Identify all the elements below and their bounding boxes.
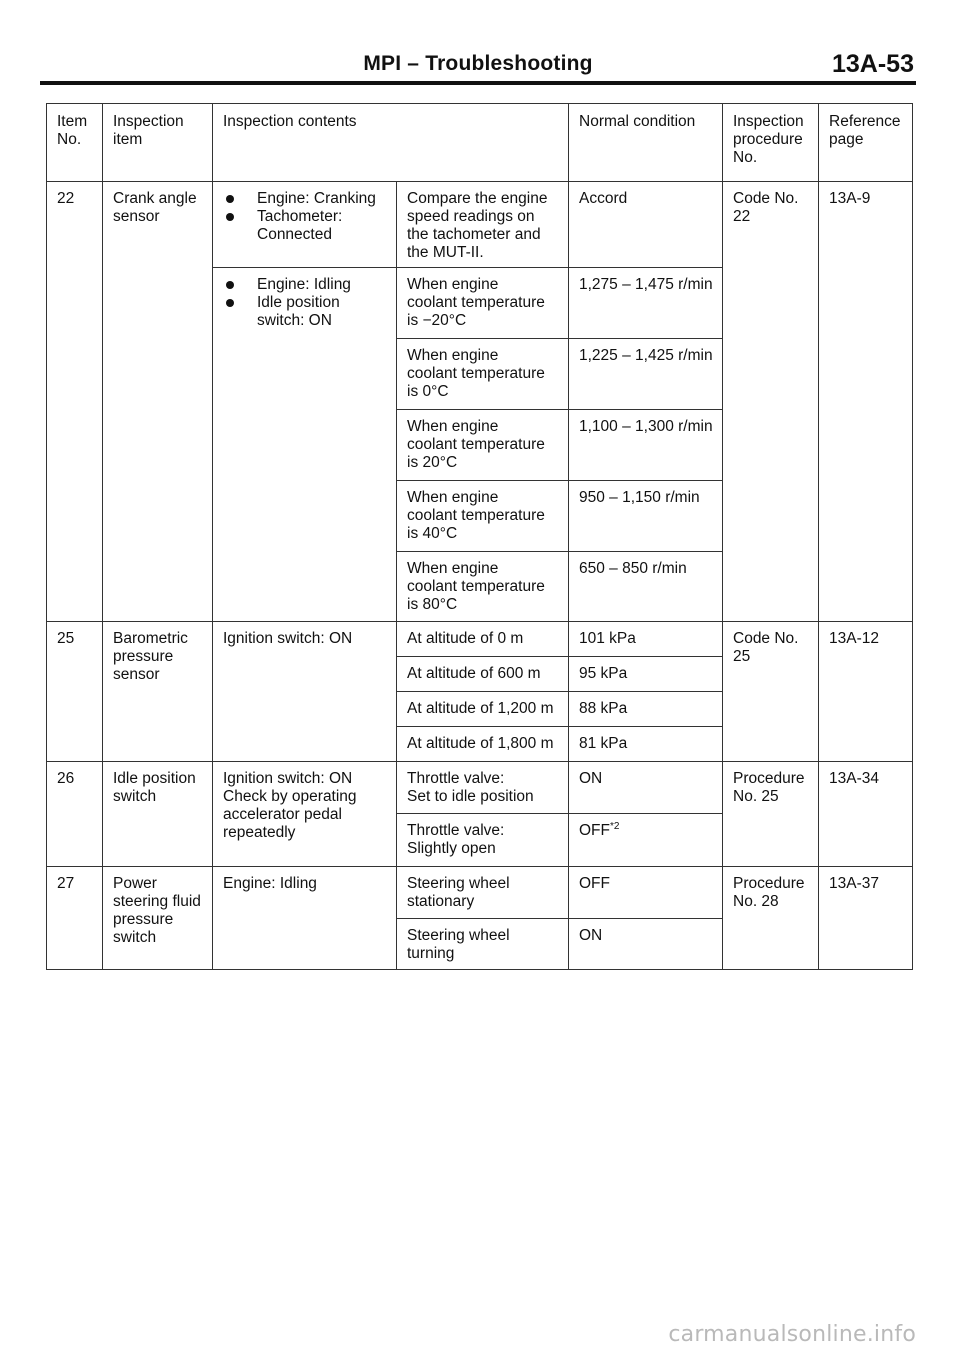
- inspection-item: Barometric pressure sensor: [103, 622, 213, 762]
- inspection-check: When engine coolant temperature is 0°C: [397, 339, 569, 410]
- header-rule: [40, 81, 916, 85]
- item-no: 27: [47, 867, 103, 970]
- inspection-condition: Engine: Idling: [213, 867, 397, 970]
- bullet-icon: [226, 281, 234, 289]
- normal-condition: OFF: [569, 867, 723, 919]
- normal-condition: 950 – 1,150 r/min: [569, 481, 723, 552]
- normal-condition: Accord: [569, 182, 723, 268]
- inspection-check: At altitude of 1,800 m: [397, 727, 569, 762]
- normal-condition: 1,225 – 1,425 r/min: [569, 339, 723, 410]
- inspection-check: At altitude of 600 m: [397, 657, 569, 692]
- item-no: 25: [47, 622, 103, 762]
- normal-condition: 95 kPa: [569, 657, 723, 692]
- page-header: [40, 50, 916, 80]
- bullet-icon: [226, 195, 234, 203]
- col-header-inspection-contents: Inspection contents: [213, 104, 569, 182]
- inspection-check: When engine coolant temperature is 80°C: [397, 552, 569, 622]
- normal-condition: 1,275 – 1,475 r/min: [569, 268, 723, 339]
- inspection-check: Throttle valve: Set to idle position: [397, 762, 569, 814]
- inspection-check: At altitude of 1,200 m: [397, 692, 569, 727]
- col-header-reference: Reference page: [819, 104, 913, 182]
- inspection-check: Steering wheel stationary: [397, 867, 569, 919]
- condition-bullet: Engine: Cranking: [223, 190, 388, 208]
- footnote-mark: *2: [610, 820, 620, 832]
- reference-page: 13A-9: [819, 182, 913, 622]
- col-header-procedure: Inspection procedure No.: [723, 104, 819, 182]
- procedure-no: Code No. 22: [723, 182, 819, 622]
- normal-condition: ON: [569, 919, 723, 970]
- normal-condition: [569, 814, 723, 867]
- col-header-normal-condition: Normal condition: [569, 104, 723, 182]
- condition-bullet: Engine: Idling: [223, 276, 388, 294]
- table-header-row: [47, 104, 913, 182]
- normal-condition: ON: [569, 762, 723, 814]
- inspection-check: When engine coolant temperature is 20°C: [397, 410, 569, 481]
- procedure-no: Procedure No. 28: [723, 867, 819, 970]
- normal-condition: 650 – 850 r/min: [569, 552, 723, 622]
- item-no: 22: [47, 182, 103, 622]
- inspection-check: At altitude of 0 m: [397, 622, 569, 657]
- inspection-condition: Ignition switch: ON Check by operating accelerator pedal repeatedly: [213, 762, 397, 867]
- condition-bullet: Tachometer: Connected: [223, 208, 388, 244]
- inspection-item: Power steering fluid pressure switch: [103, 867, 213, 970]
- page-number: 13A-53: [832, 50, 914, 78]
- item-no: 26: [47, 762, 103, 867]
- inspection-check: Throttle valve: Slightly open: [397, 814, 569, 867]
- inspection-check: When engine coolant temperature is 40°C: [397, 481, 569, 552]
- normal-condition: 101 kPa: [569, 622, 723, 657]
- inspection-check: When engine coolant temperature is −20°C: [397, 268, 569, 339]
- inspection-condition: [213, 182, 397, 268]
- normal-condition: 1,100 – 1,300 r/min: [569, 410, 723, 481]
- inspection-condition: Ignition switch: ON: [213, 622, 397, 762]
- inspection-item: Idle position switch: [103, 762, 213, 867]
- table-row: [47, 867, 913, 919]
- watermark: carmanualsonline.info: [668, 1322, 916, 1347]
- reference-page: 13A-34: [819, 762, 913, 867]
- troubleshooting-table: [46, 103, 913, 970]
- inspection-condition: [213, 268, 397, 622]
- normal-condition: 88 kPa: [569, 692, 723, 727]
- normal-condition-value: OFF: [579, 822, 610, 839]
- reference-page: 13A-37: [819, 867, 913, 970]
- condition-bullet: Idle position switch: ON: [223, 294, 388, 330]
- inspection-check: Compare the engine speed readings on the tachometer and the MUT-II.: [397, 182, 569, 268]
- table-row: [47, 622, 913, 657]
- bullet-icon: [226, 213, 234, 221]
- col-header-inspection-item: Inspection item: [103, 104, 213, 182]
- inspection-item: Crank angle sensor: [103, 182, 213, 622]
- inspection-check: Steering wheel turning: [397, 919, 569, 970]
- procedure-no: Procedure No. 25: [723, 762, 819, 867]
- bullet-icon: [226, 299, 234, 307]
- col-header-item-no: Item No.: [47, 104, 103, 182]
- table-row: [47, 762, 913, 814]
- normal-condition: 81 kPa: [569, 727, 723, 762]
- procedure-no: Code No. 25: [723, 622, 819, 762]
- table-row: [47, 182, 913, 268]
- page-title: MPI – Troubleshooting: [363, 52, 593, 75]
- reference-page: 13A-12: [819, 622, 913, 762]
